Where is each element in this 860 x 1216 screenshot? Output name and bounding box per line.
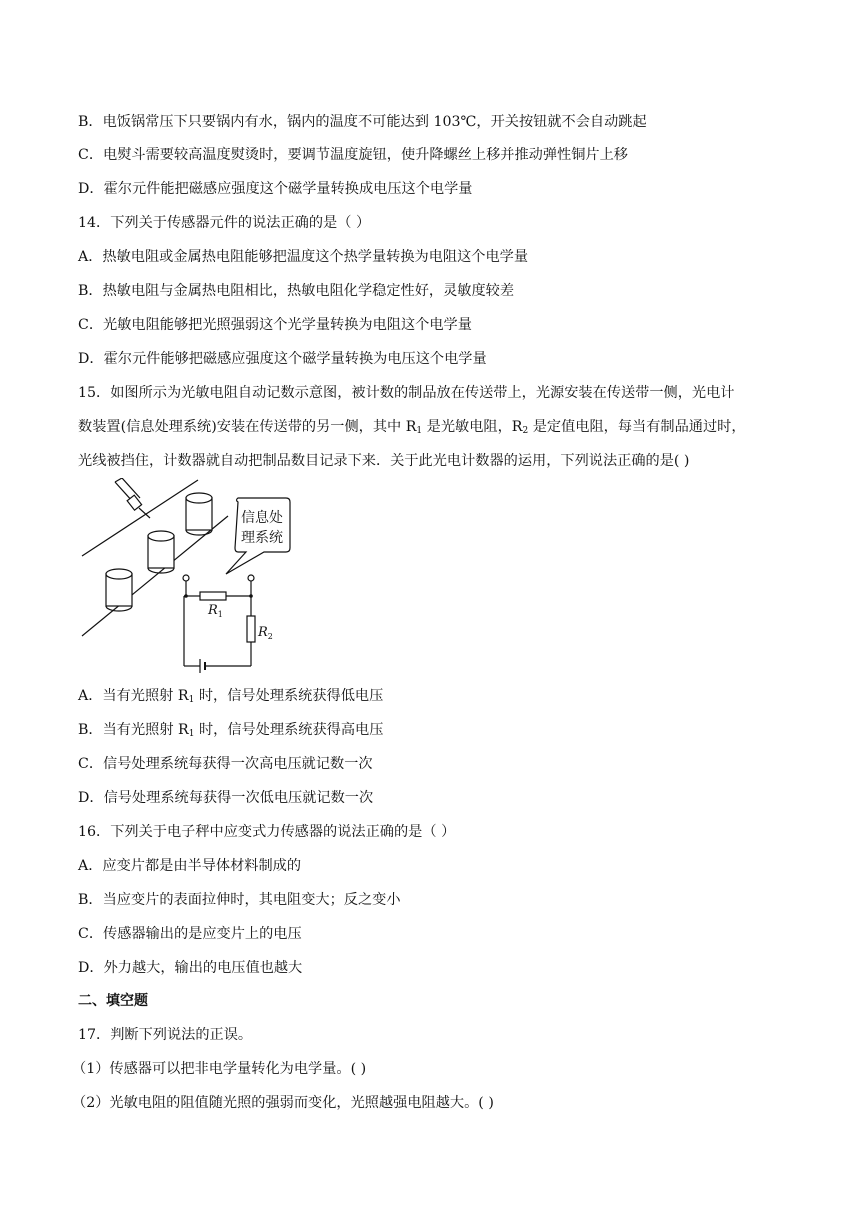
q16-option-d: D．外力越大，输出的电压值也越大 xyxy=(78,960,303,976)
conveyor-belt-edge xyxy=(82,480,198,556)
info-system-label: 理系统 xyxy=(241,530,283,546)
light-source xyxy=(115,478,150,518)
q17-item-2: （2）光敏电阻的阻值随光照的强弱而变化，光照越强电阻越大。( ) xyxy=(72,1095,494,1111)
q17-item-1: （1）传感器可以把非电学量转化为电学量。( ) xyxy=(72,1061,367,1077)
subscript: 1 xyxy=(416,426,423,436)
q15-stem-line3: 光线被挡住，计数器就自动把制品数目记录下来．关于此光电计数器的运用，下列说法正确的是( ) xyxy=(78,453,690,469)
q16-option-c: C．传感器输出的是应变片上的电压 xyxy=(78,926,302,942)
subscript: 1 xyxy=(188,695,195,705)
product-cylinder xyxy=(186,493,212,535)
terminal xyxy=(248,575,254,581)
r2-label: $R_2$ xyxy=(258,625,273,641)
product-cylinder xyxy=(106,569,132,611)
q13-option-d: D．霍尔元件能把磁感应强度这个磁学量转换成电压这个电学量 xyxy=(78,181,473,197)
option-text: 时，信号处理系统获得低电压 xyxy=(194,688,384,704)
option-text: 时，信号处理系统获得高电压 xyxy=(194,722,384,738)
subscript: 2 xyxy=(522,426,529,436)
q15-stem-text: 是光敏电阻，R xyxy=(422,419,523,435)
q16-option-b: B．当应变片的表面拉伸时，其电阻变大；反之变小 xyxy=(78,892,401,908)
q15-stem-line2 xyxy=(78,417,746,437)
q13-option-c: C．电熨斗需要较高温度熨烫时，要调节温度旋钮，使升降螺丝上移并推动弹性铜片上移 xyxy=(78,147,628,163)
product-cylinder xyxy=(148,531,174,573)
q15-stem-text: 是定值电阻，每当有制品通过时， xyxy=(528,419,746,435)
resistor-r2 xyxy=(247,616,255,642)
q14-stem: 14．下列关于传感器元件的说法正确的是（ ） xyxy=(78,215,371,231)
section-heading: 二、填空题 xyxy=(78,993,148,1009)
q15-option-a xyxy=(78,686,383,706)
q15-option-b xyxy=(78,720,383,740)
q14-option-a: A．热敏电阻或金属热电阻能够把温度这个热学量转换为电阻这个电学量 xyxy=(78,249,529,265)
subscript: 1 xyxy=(188,729,195,739)
resistor-r1 xyxy=(200,592,226,600)
q16-stem: 16．下列关于电子秤中应变式力传感器的说法正确的是（ ） xyxy=(78,824,456,840)
option-text: B．当有光照射 R xyxy=(78,722,189,738)
q15-option-d: D．信号处理系统每获得一次低电压就记数一次 xyxy=(78,790,374,806)
q13-option-b: B．电饭锅常压下只要锅内有水，锅内的温度不可能达到 103℃，开关按钮就不会自动跳起 xyxy=(78,114,647,130)
q15-stem-line1: 15．如图所示为光敏电阻自动记数示意图，被计数的制品放在传送带上，光源安装在传送带一侧，光电计 xyxy=(78,385,735,401)
option-text: A．当有光照射 R xyxy=(78,688,189,704)
q16-option-a: A．应变片都是由半导体材料制成的 xyxy=(78,858,302,874)
terminal xyxy=(183,575,189,581)
q15-option-c: C．信号处理系统每获得一次高电压就记数一次 xyxy=(78,756,373,772)
r1-label: $R_1$ xyxy=(208,603,223,619)
photoresistor-counter-diagram xyxy=(78,478,318,674)
q14-option-d: D．霍尔元件能够把磁感应强度这个磁学量转换为电压这个电学量 xyxy=(78,351,487,367)
q14-option-c: C．光敏电阻能够把光照强弱这个光学量转换为电阻这个电学量 xyxy=(78,317,472,333)
q15-stem-text: 数装置(信息处理系统)安装在传送带的另一侧，其中 R xyxy=(78,419,417,435)
q17-stem: 17．判断下列说法的正误。 xyxy=(78,1027,253,1043)
q14-option-b: B．热敏电阻与金属热电阻相比，热敏电阻化学稳定性好，灵敏度较差 xyxy=(78,283,515,299)
battery xyxy=(200,659,205,673)
info-system-label: 信息处 xyxy=(241,510,283,526)
